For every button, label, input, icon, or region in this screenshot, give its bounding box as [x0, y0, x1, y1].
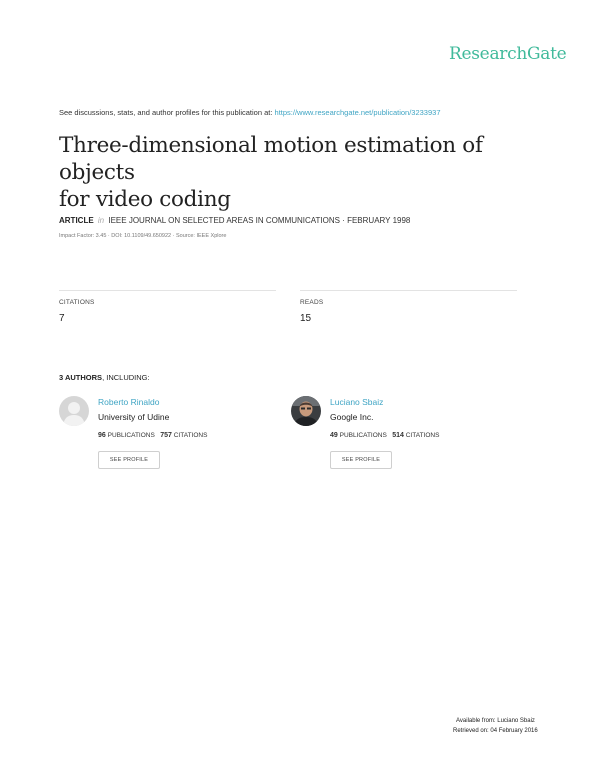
- author-citations-count: 757: [160, 432, 172, 439]
- author-publications-label: PUBLICATIONS: [107, 432, 155, 439]
- author-stats: [98, 432, 207, 439]
- venue-text: IEEE JOURNAL ON SELECTED AREAS IN COMMUNICATIONS · FEBRUARY 1998: [108, 216, 411, 225]
- author-institution: Google Inc.: [330, 412, 374, 422]
- impact-factor-line: Impact Factor: 3.45 · DOI: 10.1109/49.650922 · Source: IEEE Xplore: [59, 233, 227, 239]
- authors-including: , INCLUDING:: [102, 373, 150, 382]
- author-citations-count: 514: [392, 432, 404, 439]
- retrieved-on: Retrieved on: 04 February 2016: [453, 728, 538, 734]
- title-line-2: for video coding: [59, 187, 231, 212]
- author-institution: University of Udine: [98, 412, 170, 422]
- in-word: in: [97, 216, 105, 225]
- author-publications-count: 49: [330, 432, 338, 439]
- author-stats: [330, 432, 439, 439]
- author-publications-count: 96: [98, 432, 106, 439]
- publication-url-link[interactable]: https://www.researchgate.net/publication/3233937: [274, 108, 441, 117]
- author-publications-label: PUBLICATIONS: [339, 432, 387, 439]
- see-profile-button[interactable]: SEE PROFILE: [330, 451, 392, 469]
- author-photo[interactable]: [291, 396, 321, 426]
- discussion-prefix: See discussions, stats, and author profiles for this publication at:: [59, 108, 275, 117]
- author-name-link[interactable]: Luciano Sbaiz: [330, 397, 384, 407]
- author-citations-label: CITATIONS: [173, 432, 208, 439]
- discussion-line: [59, 108, 441, 117]
- researchgate-logo[interactable]: ResearchGate: [449, 44, 567, 64]
- author-name-link[interactable]: Roberto Rinaldo: [98, 397, 160, 407]
- article-type: ARTICLE: [59, 216, 94, 225]
- see-profile-button[interactable]: SEE PROFILE: [98, 451, 160, 469]
- publication-meta: [59, 216, 410, 225]
- reads-label: READS: [300, 299, 324, 306]
- reads-divider: [300, 290, 517, 291]
- citations-divider: [59, 290, 276, 291]
- available-from: Available from: Luciano Sbaiz: [456, 718, 535, 724]
- authors-heading: [59, 373, 150, 382]
- authors-count: 3 AUTHORS: [59, 373, 103, 382]
- title-line-1: Three-dimensional motion estimation of objects: [59, 133, 483, 185]
- reads-value: 15: [300, 313, 312, 324]
- author-citations-label: CITATIONS: [405, 432, 440, 439]
- user-silhouette-icon: [59, 396, 89, 426]
- publication-title: [59, 132, 559, 213]
- author-photo-image: [291, 396, 321, 426]
- citations-value: 7: [59, 313, 65, 324]
- citations-label: CITATIONS: [59, 299, 95, 306]
- author-avatar-placeholder[interactable]: [59, 396, 89, 426]
